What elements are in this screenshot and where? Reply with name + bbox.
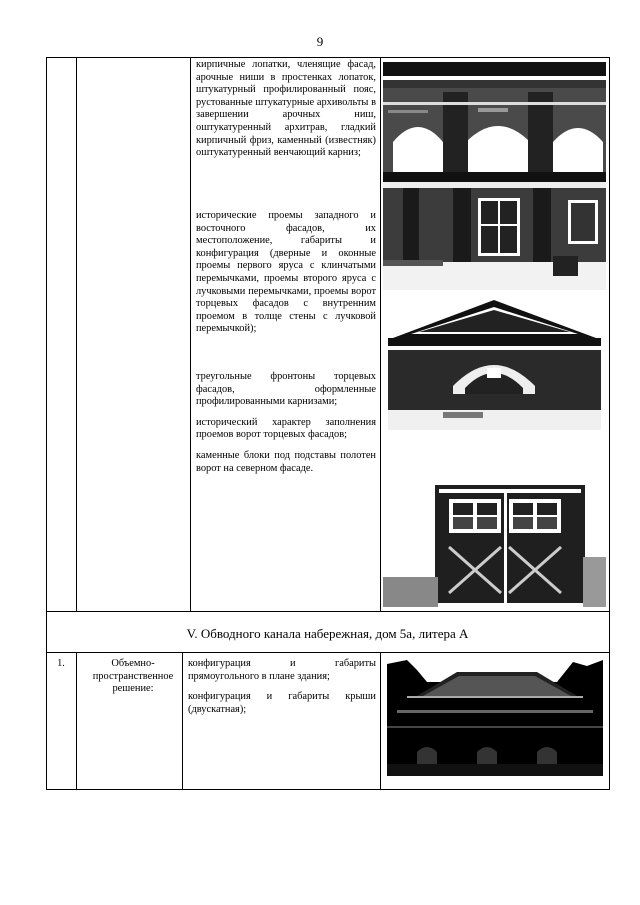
column-divider: [380, 57, 381, 612]
description-paragraph: исторический характер заполнения проемов ворот торцевых фасадов;: [196, 416, 376, 441]
row-category: Объемно-пространственное решение:: [92, 658, 174, 695]
description-text: [196, 210, 376, 336]
description-paragraph: кирпичные лопатки, членящие фасад, арочные ниши в простенках лопаток, штукатурный профилированный пояс, рустованные штукатурные архивольты в завершении арочных ниш, оштукатуренный архитрав, гладкий кирпичный фриз, каменный (известняк) оштукатуренный венчающий карниз;: [196, 59, 376, 159]
section-heading: V. Обводного канала набережная, дом 5а, литера А: [186, 626, 469, 641]
section-divider-bottom: [46, 652, 609, 653]
page-number: 9: [316, 34, 324, 49]
description-text: [196, 59, 376, 160]
column-divider: [76, 57, 77, 612]
description-paragraph: конфигурация и габариты прямоугольного в плане здания;: [188, 658, 376, 682]
section-divider-top: [46, 611, 609, 612]
photo-facade-window: [383, 172, 606, 290]
column-divider: [76, 652, 77, 790]
table-bottom-border: [46, 789, 609, 790]
table-right-border: [609, 57, 610, 790]
description-paragraph: каменные блоки под подставы полотен ворот на северном фасаде.: [196, 449, 376, 474]
photo-roof: [387, 656, 603, 776]
description-paragraph: исторические проемы западного и восточного фасадов, их местоположение, габариты и конфигурация (дверные и оконные проемы первого яруса с клинчатыми перемычками, проемы второго яруса с лучковыми перемычками, проемы ворот торцевых фасадов с внутренним проемом в толще стены с лучковой перемычкой);: [196, 210, 376, 335]
photo-gate: [383, 437, 606, 607]
row-number: 1.: [57, 658, 65, 669]
column-divider: [190, 57, 191, 612]
photo-facade-arches: [383, 62, 606, 172]
photo-pediment: [383, 294, 606, 430]
description-paragraph: треугольные фронтоны торцевых фасадов, оформленные профилированными карнизами;: [196, 371, 376, 408]
description-text: [188, 658, 376, 716]
description-text: [196, 371, 376, 475]
description-paragraph: конфигурация и габариты крыши (двускатная);: [188, 691, 376, 715]
column-divider: [380, 652, 381, 790]
table-top-border: [46, 57, 609, 58]
table-left-border: [46, 57, 47, 790]
